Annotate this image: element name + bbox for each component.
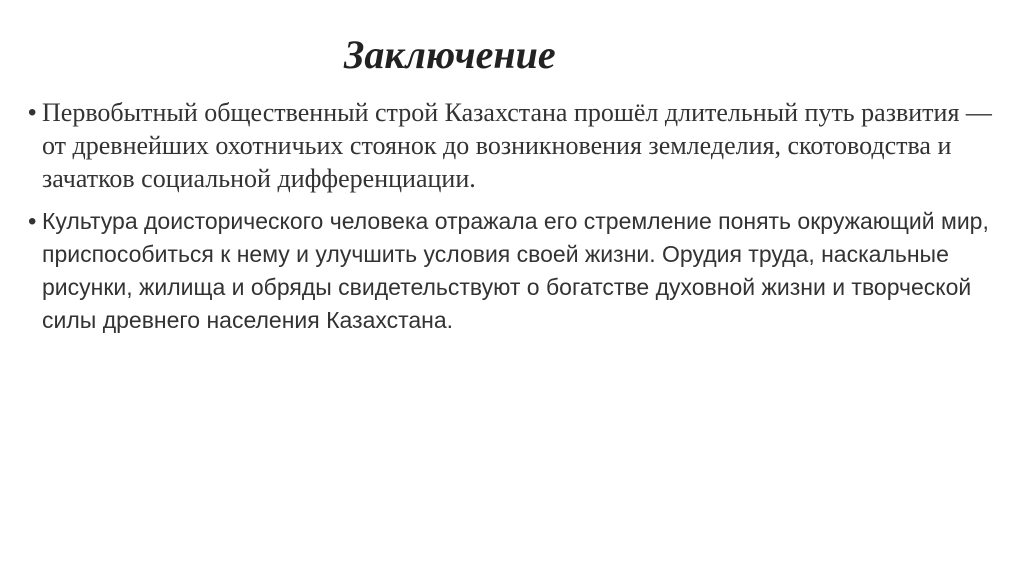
bullet-item — [28, 96, 1008, 195]
bullet-list — [28, 96, 1008, 337]
slide-title: Заключение — [344, 32, 556, 77]
bullet-marker: • — [28, 208, 37, 235]
bullet-marker: • — [28, 99, 37, 126]
bullet-text: Первобытный общественный строй Казахстана прошёл длительный путь развития — от древнейших охотничьих стоянок до возникновения земледелия, скотоводства и зачатков социальной дифференциации. — [42, 98, 992, 193]
bullet-text: Культура доисторического человека отражала его стремление понять окружающий мир, приспособиться к нему и улучшить условия своей жизни. Орудия труда, наскальные рисунки, жилища и обряды свидетельствуют о богатстве духовной жизни и творческой силы древнего населения Казахстана. — [42, 208, 989, 333]
bullet-item — [28, 205, 1008, 337]
